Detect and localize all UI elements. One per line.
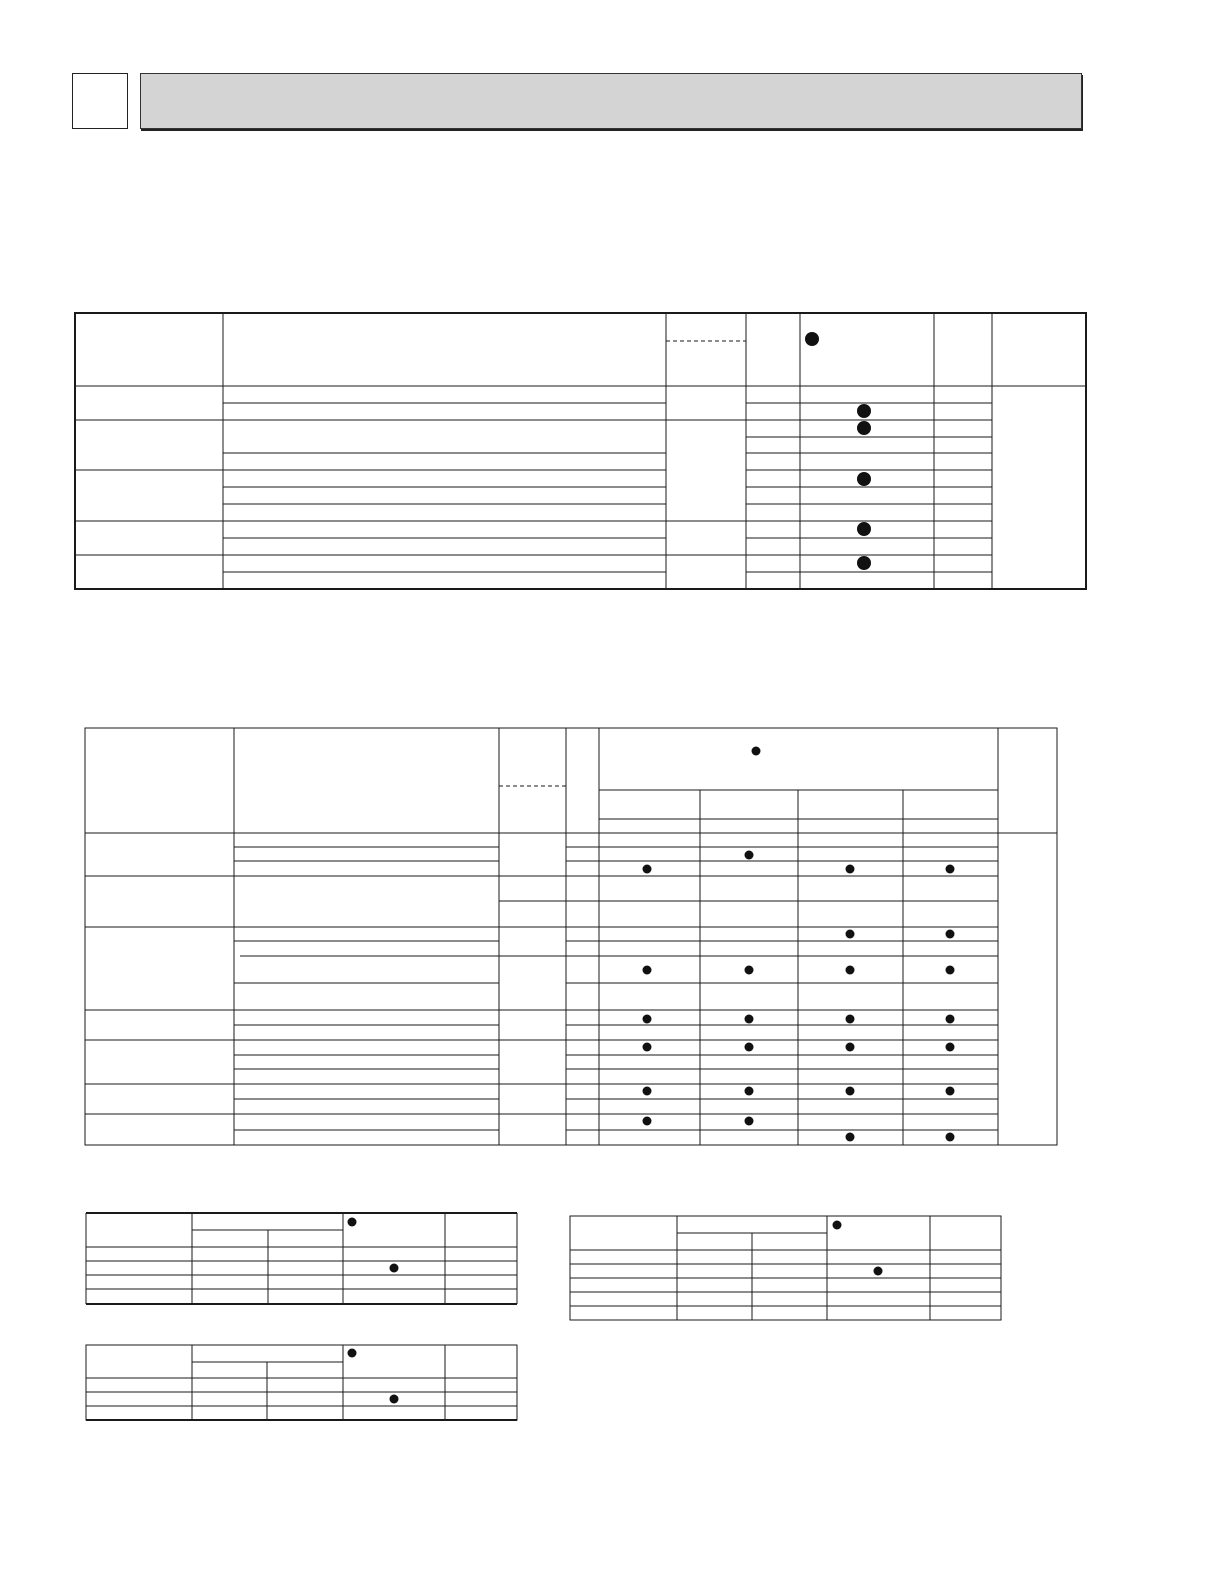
marker-dot bbox=[643, 966, 652, 975]
marker-dot bbox=[846, 1043, 855, 1052]
marker-dot bbox=[745, 1087, 754, 1096]
parts-table-5 bbox=[86, 1345, 517, 1420]
marker-dot bbox=[946, 865, 955, 874]
marker-dot bbox=[643, 865, 652, 874]
parts-table-2 bbox=[85, 728, 1057, 1145]
marker-dot bbox=[846, 1087, 855, 1096]
marker-dot bbox=[643, 1043, 652, 1052]
parts-table-1 bbox=[75, 313, 1086, 589]
legend-marker-dot bbox=[348, 1349, 357, 1358]
marker-dot bbox=[643, 1087, 652, 1096]
marker-dot bbox=[946, 1087, 955, 1096]
marker-dot bbox=[946, 1043, 955, 1052]
marker-dot bbox=[390, 1264, 399, 1273]
marker-dot bbox=[745, 966, 754, 975]
marker-dot bbox=[846, 1015, 855, 1024]
marker-dot bbox=[874, 1267, 883, 1276]
legend-marker-dot bbox=[805, 332, 819, 346]
legend-marker-dot bbox=[833, 1221, 842, 1230]
parts-table-3 bbox=[86, 1213, 517, 1304]
marker-dot bbox=[643, 1015, 652, 1024]
marker-dot bbox=[846, 1133, 855, 1142]
marker-dot bbox=[857, 472, 871, 486]
marker-dot bbox=[857, 556, 871, 570]
legend-marker-dot bbox=[752, 747, 761, 756]
marker-dot bbox=[846, 930, 855, 939]
marker-dot bbox=[946, 1015, 955, 1024]
marker-dot bbox=[745, 1117, 754, 1126]
parts-table-4 bbox=[570, 1216, 1001, 1320]
marker-dot bbox=[745, 1015, 754, 1024]
marker-dot bbox=[745, 851, 754, 860]
marker-dot bbox=[946, 966, 955, 975]
legend-marker-dot bbox=[348, 1218, 357, 1227]
marker-dot bbox=[745, 1043, 754, 1052]
marker-dot bbox=[846, 966, 855, 975]
marker-dot bbox=[846, 865, 855, 874]
marker-dot bbox=[946, 1133, 955, 1142]
marker-dot bbox=[857, 421, 871, 435]
marker-dot bbox=[390, 1395, 399, 1404]
marker-dot bbox=[643, 1117, 652, 1126]
marker-dot bbox=[946, 930, 955, 939]
marker-dot bbox=[857, 404, 871, 418]
marker-dot bbox=[857, 522, 871, 536]
